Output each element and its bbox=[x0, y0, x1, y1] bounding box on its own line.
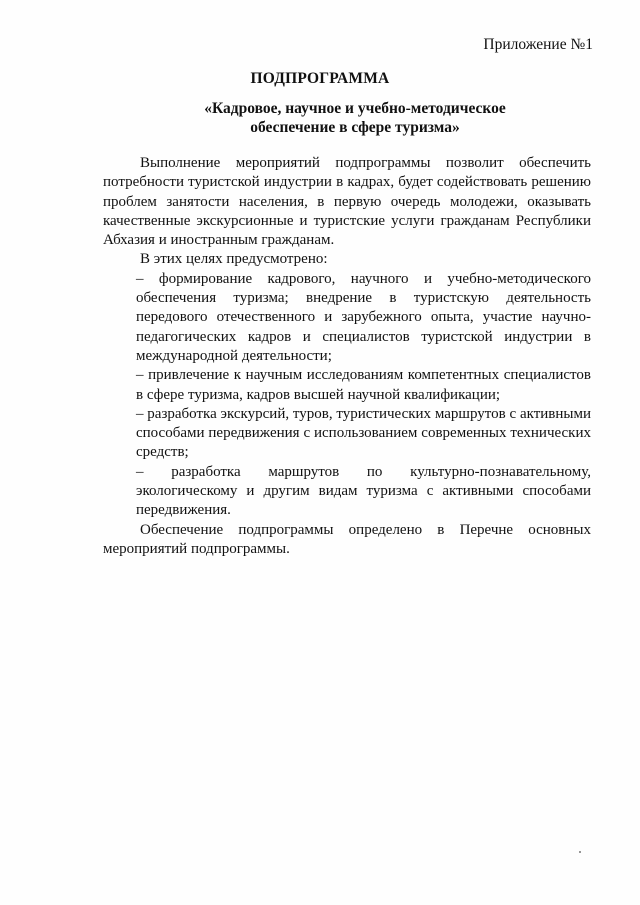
closing-paragraph: Обеспечение подпрограммы определено в Перечне основных мероприятий подпрограммы. bbox=[103, 521, 591, 557]
subtitle-line-1: «Кадровое, научное и учебно-методическое bbox=[204, 100, 506, 117]
measures-list bbox=[103, 270, 591, 521]
list-item: – привлечение к научным исследованиям компетентных специалистов в сфере туризма, кадров высшей научной квалификации; bbox=[136, 367, 591, 403]
scan-speck bbox=[579, 851, 581, 853]
document-body bbox=[103, 154, 591, 559]
list-item: – формирование кадрового, научного и учебно-методического обеспечения туризма; внедрение в туристскую деятельность передового отечественного и зарубежного опыта, участие научно-педагогических кадров и специалистов туристской индустрии в международной деятельности; bbox=[136, 270, 591, 364]
document-title: ПОДПРОГРАММА bbox=[250, 70, 390, 87]
document-subtitle bbox=[120, 99, 590, 137]
appendix-label: Приложение №1 bbox=[483, 36, 593, 53]
provided-paragraph: В этих целях предусмотрено: bbox=[140, 251, 328, 268]
subtitle-line-2: обеспечение в сфере туризма» bbox=[250, 119, 460, 136]
intro-paragraph: Выполнение мероприятий подпрограммы позволит обеспечить потребности туристской индустрии в кадрах, будет содействовать решению проблем занятости населения, в первую очередь молодежи, оказывать качественные экскурсионные и туристские услуги гражданам Республики Абхазия и иностранным гражданам. bbox=[103, 155, 591, 249]
list-item: – разработка маршрутов по культурно-познавательному, экологическому и другим видам туризма с активными способами передвижения. bbox=[136, 463, 591, 519]
list-item: – разработка экскурсий, туров, туристических маршрутов с активными способами передвижения с использованием современных технических средств; bbox=[136, 405, 591, 461]
